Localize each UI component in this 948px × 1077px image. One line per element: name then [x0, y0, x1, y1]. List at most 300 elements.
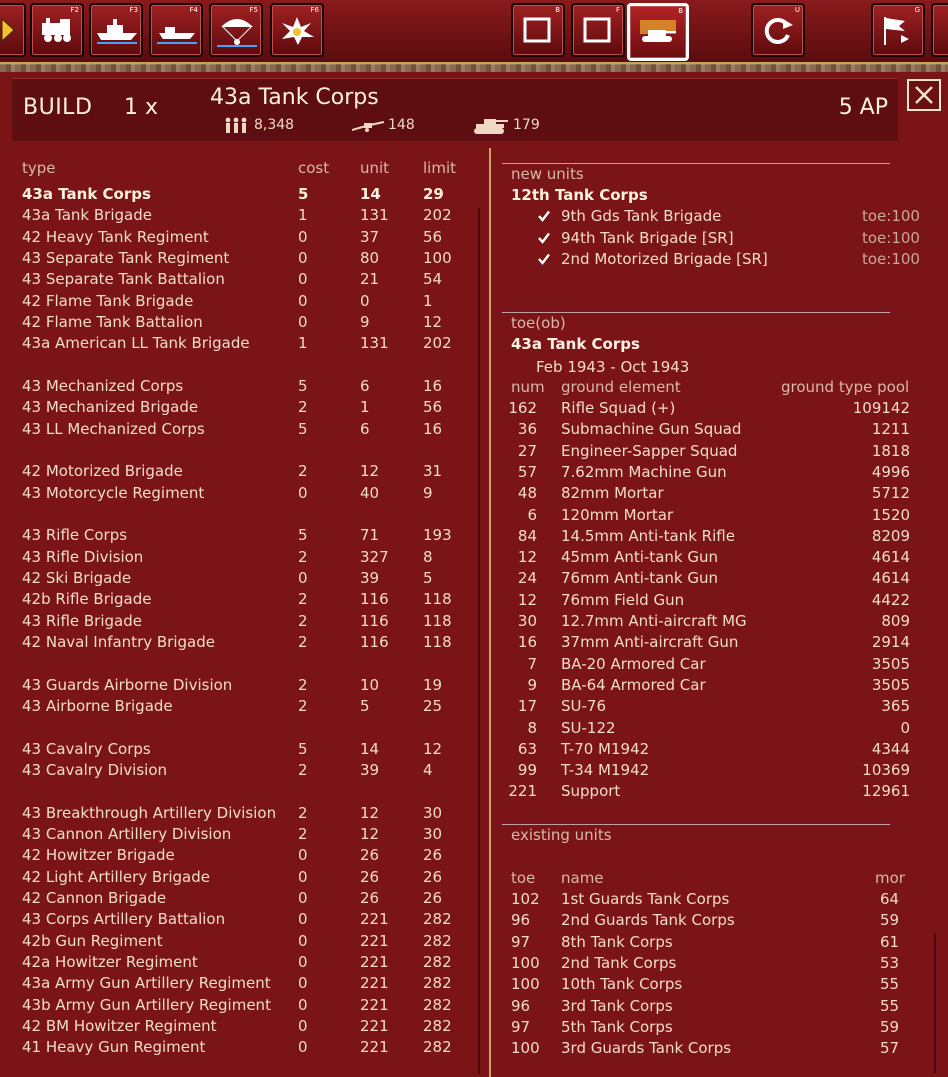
unit-type-row[interactable] [0, 996, 478, 1017]
unit-type-limit: 31 [423, 462, 443, 481]
unit-type-row[interactable] [0, 292, 478, 313]
toe-ground-element: 76mm Anti-tank Gun [561, 569, 718, 588]
unit-type-row[interactable] [0, 633, 478, 654]
unit-type-unit: 221 [360, 931, 389, 950]
unit-type-cost: 2 [298, 398, 308, 417]
unit-type-unit: 9 [360, 313, 370, 331]
unit-type-row[interactable] [0, 313, 478, 334]
unit-type-row[interactable] [0, 526, 478, 547]
unit-type-unit: 40 [360, 483, 380, 502]
unit-type-cost: 0 [298, 313, 308, 331]
toolbar-button-f3[interactable] [89, 3, 143, 57]
unit-type-name: 42b Gun Regiment [22, 931, 163, 950]
checkbox-checked-icon[interactable] [538, 253, 550, 265]
hotkey-label: F5 [249, 6, 258, 14]
toe-pool: 3505 [871, 654, 910, 673]
unit-type-cost: 2 [298, 824, 308, 843]
unit-type-name: 42 Heavy Tank Regiment [22, 227, 209, 246]
existing-unit-toe: 96 [511, 911, 531, 930]
unit-type-unit: 71 [360, 526, 380, 545]
ship-icon [97, 15, 137, 45]
toolbar-button-f5[interactable] [209, 3, 263, 57]
toe-num: 17 [517, 697, 537, 716]
unit-type-unit: 21 [360, 270, 380, 289]
hotkey-label: B [678, 7, 683, 15]
unit-type-unit: 14 [360, 185, 381, 203]
close-button[interactable] [907, 79, 941, 111]
unit-type-row[interactable] [0, 740, 478, 761]
toe-pool: 10369 [862, 761, 910, 780]
new-units-title: new units [511, 165, 584, 183]
col-header-name: name [561, 869, 604, 887]
unit-type-unit: 26 [360, 888, 380, 907]
toe-unit-name: 43a Tank Corps [511, 335, 640, 353]
train-icon [38, 15, 76, 45]
existing-unit-toe: 102 [511, 890, 540, 908]
checkbox-checked-icon[interactable] [538, 210, 550, 222]
existing-unit-morale: 59 [880, 911, 900, 930]
toe-num: 99 [517, 761, 537, 780]
unit-type-cost: 2 [298, 632, 308, 651]
box-icon [579, 15, 615, 45]
unit-type-row[interactable] [0, 398, 478, 419]
unit-type-cost: 2 [298, 803, 308, 822]
unit-type-cost: 0 [298, 291, 308, 310]
toe-row [492, 420, 948, 441]
unit-type-cost: 2 [298, 696, 308, 715]
unit-type-row[interactable] [0, 1038, 478, 1059]
toe-pool: 0 [900, 718, 910, 737]
unit-type-row[interactable] [0, 270, 478, 291]
toe-row [492, 633, 948, 654]
men-count: 8,348 [254, 117, 295, 133]
unit-type-limit: 282 [423, 910, 452, 929]
section-divider [502, 312, 890, 313]
unit-type-name: 43 Airborne Brigade [22, 696, 173, 715]
unit-type-cost: 0 [298, 867, 308, 886]
toolbar-button-b[interactable] [511, 3, 565, 57]
new-unit-name: 2nd Motorized Brigade [SR] [561, 250, 768, 268]
toe-num: 30 [517, 612, 537, 630]
existing-unit-row[interactable] [492, 1039, 932, 1060]
top-toolbar [0, 0, 948, 65]
unit-type-unit: 5 [360, 696, 370, 715]
hotkey-label: F6 [310, 6, 319, 14]
unit-type-unit: 116 [360, 632, 389, 651]
toe-ground-element: Support [561, 782, 621, 801]
section-divider [502, 163, 890, 164]
unit-type-limit: 16 [423, 419, 443, 438]
existing-unit-morale: 59 [880, 1017, 900, 1036]
refresh-icon [759, 15, 795, 47]
hotkey-label: U [794, 6, 800, 14]
unit-type-name: 43 Rifle Brigade [22, 611, 142, 630]
unit-type-name: 43 Corps Artillery Battalion [22, 910, 226, 929]
unit-type-row[interactable] [0, 548, 478, 569]
gun-icon [352, 120, 384, 132]
unit-type-unit: 116 [360, 590, 389, 609]
toe-pool: 12961 [862, 782, 910, 801]
unit-type-row[interactable] [0, 334, 478, 355]
unit-type-row[interactable] [0, 462, 478, 483]
toe-num: 16 [517, 633, 537, 652]
unit-type-row[interactable] [0, 974, 478, 995]
existing-unit-row[interactable] [492, 975, 932, 996]
unit-type-limit: 56 [423, 227, 443, 246]
existing-unit-name: 1st Guards Tank Corps [561, 890, 730, 908]
toe-num: 63 [517, 739, 537, 758]
unit-type-name: 42b Rifle Brigade [22, 590, 152, 609]
unit-type-row[interactable] [0, 569, 478, 590]
unit-type-name: 43a Tank Brigade [22, 206, 152, 225]
unit-type-limit: 282 [423, 1016, 452, 1035]
toe-num: 36 [517, 420, 537, 439]
unit-type-limit: 1 [423, 291, 433, 310]
unit-type-cost: 5 [298, 185, 309, 203]
toe-ground-element: T-34 M1942 [561, 761, 650, 780]
close-icon [914, 85, 934, 105]
toe-num: 6 [527, 505, 537, 524]
unit-type-cost: 0 [298, 483, 308, 502]
existing-unit-morale: 53 [880, 953, 900, 972]
toe-ground-element: 37mm Anti-aircraft Gun [561, 633, 739, 652]
toe-ground-element: 12.7mm Anti-aircraft MG [561, 612, 747, 630]
unit-type-cost: 0 [298, 846, 308, 865]
unit-type-row[interactable] [0, 484, 478, 505]
unit-type-name: 43 Mechanized Brigade [22, 398, 199, 417]
unit-type-cost: 1 [298, 206, 308, 225]
new-unit-name: 94th Tank Brigade [SR] [561, 228, 734, 247]
unit-type-name: 43 Separate Tank Battalion [22, 270, 225, 289]
build-unit-name: 43a Tank Corps [210, 85, 379, 110]
toe-num: 12 [517, 548, 537, 567]
toe-num: 8 [527, 718, 537, 737]
scrollbar[interactable] [934, 933, 936, 1073]
unit-type-name: 43 Guards Airborne Division [22, 675, 233, 694]
unit-type-row[interactable] [0, 697, 478, 718]
unit-type-name: 41 Heavy Gun Regiment [22, 1038, 206, 1057]
toe-num: 57 [517, 462, 537, 481]
unit-type-cost: 0 [298, 227, 308, 246]
existing-unit-row[interactable] [492, 997, 932, 1018]
toe-row [492, 740, 948, 761]
unit-type-cost: 0 [298, 568, 308, 587]
toe-pool: 4614 [871, 548, 910, 567]
unit-type-limit: 19 [423, 675, 443, 694]
toe-pool: 2914 [871, 633, 910, 652]
unit-type-name: 42 Howitzer Brigade [22, 846, 175, 865]
unit-type-limit: 56 [423, 398, 443, 417]
unit-type-row[interactable] [0, 590, 478, 611]
toe-pool: 4422 [871, 590, 910, 609]
unit-type-row[interactable] [0, 228, 478, 249]
existing-unit-morale: 64 [880, 890, 900, 908]
unit-type-cost: 2 [298, 462, 308, 481]
unit-type-limit: 202 [423, 334, 452, 353]
unit-type-row[interactable] [0, 612, 478, 633]
toe-ground-element: 7.62mm Machine Gun [561, 462, 727, 481]
toolbar-button-f[interactable] [571, 3, 625, 57]
hotkey-label: F2 [70, 6, 79, 14]
unit-type-row[interactable] [0, 185, 478, 206]
unit-type-cost: 0 [298, 952, 308, 971]
unit-type-unit: 39 [360, 568, 380, 587]
unit-type-row[interactable] [0, 868, 478, 889]
existing-unit-toe: 100 [511, 1039, 540, 1058]
toe-num: 84 [517, 526, 537, 545]
unit-type-name: 42 Light Artillery Brigade [22, 867, 210, 886]
unit-type-limit: 193 [423, 526, 452, 545]
checkbox-checked-icon[interactable] [538, 232, 550, 244]
tank-count: 179 [513, 117, 540, 133]
toe-row [492, 548, 948, 569]
unit-type-cost: 2 [298, 675, 308, 694]
col-header-mor: mor [875, 869, 905, 887]
new-unit-toe: toe:100 [862, 250, 920, 268]
toe-row [492, 506, 948, 527]
toe-num: 48 [517, 484, 537, 503]
existing-unit-morale: 55 [880, 996, 900, 1015]
existing-unit-name: 10th Tank Corps [561, 975, 683, 994]
hotkey-label: B [555, 6, 560, 14]
section-divider [502, 824, 890, 825]
toe-pool: 365 [881, 697, 910, 716]
hotkey-label: G [914, 6, 920, 14]
unit-type-row[interactable] [0, 889, 478, 910]
toolbar-button-f6[interactable] [270, 3, 324, 57]
existing-unit-name: 2nd Tank Corps [561, 953, 677, 972]
unit-type-name: 43 Cavalry Corps [22, 739, 151, 758]
unit-type-name: 43b Army Gun Artillery Regiment [22, 995, 271, 1014]
toe-num: 162 [508, 399, 537, 417]
toe-num: 24 [517, 569, 537, 588]
new-unit-row [492, 229, 932, 250]
toe-row [492, 697, 948, 718]
existing-unit-morale: 55 [880, 975, 900, 994]
unit-type-row[interactable] [0, 206, 478, 227]
existing-unit-row[interactable] [492, 890, 932, 911]
toolbar-button-edge[interactable] [931, 3, 948, 57]
build-label: BUILD [23, 95, 93, 120]
unit-type-limit: 9 [423, 483, 433, 502]
toe-num: 7 [527, 654, 537, 673]
existing-unit-row[interactable] [492, 954, 932, 975]
unit-type-row[interactable] [0, 825, 478, 846]
toe-num: 12 [517, 590, 537, 609]
toolbar-button-g[interactable] [871, 3, 925, 57]
hotkey-label: F4 [189, 6, 198, 14]
toe-row [492, 527, 948, 548]
toolbar-button-u[interactable] [751, 3, 805, 57]
toe-pool: 809 [881, 612, 910, 630]
unit-type-limit: 26 [423, 867, 443, 886]
new-unit-name: 9th Gds Tank Brigade [561, 207, 722, 225]
unit-type-unit: 26 [360, 846, 380, 865]
unit-type-row[interactable] [0, 676, 478, 697]
toolbar-button-f1[interactable] [0, 3, 26, 57]
toolbar-button-build[interactable] [627, 3, 689, 61]
unit-type-unit: 12 [360, 803, 380, 822]
unit-type-name: 42 Flame Tank Brigade [22, 291, 194, 310]
existing-unit-row[interactable] [492, 933, 932, 954]
new-unit-row [492, 207, 932, 228]
unit-type-row[interactable] [0, 910, 478, 931]
unit-type-unit: 6 [360, 377, 370, 395]
unit-type-name: 42 Flame Tank Battalion [22, 313, 203, 331]
unit-type-limit: 282 [423, 1038, 452, 1057]
build-tank-icon [636, 16, 680, 48]
existing-unit-name: 8th Tank Corps [561, 932, 673, 951]
toe-ground-element: SU-76 [561, 697, 606, 716]
unit-type-name: 43 Cavalry Division [22, 760, 167, 779]
toe-pool: 4344 [871, 739, 910, 758]
toe-ground-element: Rifle Squad (+) [561, 399, 676, 417]
unit-type-row[interactable] [0, 804, 478, 825]
existing-unit-row[interactable] [492, 911, 932, 932]
unit-type-cost: 0 [298, 888, 308, 907]
tank-icon [474, 118, 510, 134]
unit-type-unit: 80 [360, 249, 380, 267]
toe-row [492, 569, 948, 590]
unit-type-unit: 37 [360, 227, 380, 246]
unit-type-limit: 29 [423, 185, 444, 203]
toe-pool: 8209 [871, 526, 910, 545]
unit-type-unit: 26 [360, 867, 380, 886]
unit-type-cost: 0 [298, 931, 308, 950]
toe-dates: Feb 1943 - Oct 1943 [536, 358, 690, 376]
col-header-limit: limit [423, 159, 456, 177]
unit-type-limit: 12 [423, 739, 443, 758]
toe-row [492, 442, 948, 463]
unit-type-unit: 14 [360, 739, 380, 758]
unit-type-limit: 118 [423, 611, 452, 630]
unit-type-row[interactable] [0, 953, 478, 974]
existing-unit-toe: 100 [511, 953, 540, 972]
unit-type-limit: 30 [423, 803, 443, 822]
unit-type-limit: 5 [423, 568, 433, 587]
hotkey-label: F3 [129, 6, 138, 14]
unit-type-name: 43 Motorcycle Regiment [22, 483, 205, 502]
unit-type-limit: 54 [423, 270, 443, 289]
pane-divider [489, 148, 491, 1077]
details-pane [492, 148, 948, 1077]
unit-type-unit: 221 [360, 952, 389, 971]
unit-type-limit: 282 [423, 974, 452, 993]
toe-num: 221 [508, 782, 537, 801]
unit-type-name: 42 Ski Brigade [22, 568, 132, 587]
unit-type-cost: 0 [298, 249, 308, 267]
unit-type-name: 42 Motorized Brigade [22, 462, 183, 481]
existing-unit-name: 2nd Guards Tank Corps [561, 911, 735, 930]
unit-type-name: 43 Rifle Division [22, 547, 144, 566]
build-header [12, 78, 898, 141]
unit-type-cost: 2 [298, 760, 308, 779]
unit-type-name: 43 Breakthrough Artillery Division [22, 803, 277, 822]
existing-unit-morale: 61 [880, 932, 900, 951]
toe-ground-element: BA-20 Armored Car [561, 654, 706, 673]
toe-ground-element: BA-64 Armored Car [561, 675, 706, 694]
unit-type-cost: 5 [298, 377, 308, 395]
unit-type-unit: 12 [360, 462, 380, 481]
landing-craft-icon [157, 15, 197, 45]
toe-row [492, 399, 948, 420]
new-unit-toe: toe:100 [862, 207, 920, 225]
toe-ground-element: T-70 M1942 [561, 739, 650, 758]
unit-type-limit: 118 [423, 632, 452, 651]
unit-type-cost: 0 [298, 1016, 308, 1035]
box-icon [519, 15, 555, 45]
unit-type-unit: 116 [360, 611, 389, 630]
toe-num: 27 [517, 441, 537, 460]
toe-row [492, 719, 948, 740]
toolbar-button-f4[interactable] [149, 3, 203, 57]
unit-type-cost: 1 [298, 334, 308, 353]
toe-row [492, 761, 948, 782]
flag-icon [879, 15, 915, 47]
unit-type-name: 42 BM Howitzer Regiment [22, 1016, 217, 1035]
col-header-ground-type-pool: ground type pool [781, 378, 910, 396]
col-header-ground-element: ground element [561, 378, 681, 396]
existing-unit-row[interactable] [492, 1018, 932, 1039]
toe-ground-element: 82mm Mortar [561, 484, 664, 503]
build-count: 1 x [124, 95, 159, 120]
col-header-unit: unit [360, 159, 390, 177]
unit-type-limit: 26 [423, 846, 443, 865]
unit-type-cost: 2 [298, 611, 308, 630]
toe-pool: 109142 [852, 399, 910, 417]
unit-type-unit: 327 [360, 547, 389, 566]
unit-type-unit: 131 [360, 334, 389, 353]
existing-unit-name: 3rd Guards Tank Corps [561, 1039, 732, 1058]
unit-type-row[interactable] [0, 420, 478, 441]
unit-type-limit: 26 [423, 888, 443, 907]
scrollbar[interactable] [478, 208, 480, 1074]
map-strip [0, 64, 948, 72]
toe-ground-element: Engineer-Sapper Squad [561, 441, 738, 460]
men-icon [224, 117, 248, 133]
unit-type-row[interactable] [0, 1017, 478, 1038]
col-header-type: type [22, 159, 56, 177]
toe-pool: 1520 [871, 505, 910, 524]
toe-pool: 1818 [871, 441, 910, 460]
toe-row [492, 782, 948, 803]
unit-type-list [0, 148, 488, 1077]
unit-type-limit: 16 [423, 377, 443, 395]
unit-type-limit: 202 [423, 206, 452, 225]
unit-type-cost: 0 [298, 270, 308, 289]
toolbar-button-f2[interactable] [30, 3, 84, 57]
action-points: 5 AP [838, 95, 888, 120]
unit-type-unit: 6 [360, 419, 370, 438]
toe-row [492, 655, 948, 676]
unit-type-row[interactable] [0, 846, 478, 867]
unit-type-name: 43 LL Mechanized Corps [22, 419, 205, 438]
unit-type-name: 43 Cannon Artillery Division [22, 824, 232, 843]
toe-row [492, 463, 948, 484]
unit-type-row[interactable] [0, 377, 478, 398]
unit-type-row[interactable] [0, 249, 478, 270]
unit-type-unit: 131 [360, 206, 389, 225]
toe-pool: 4614 [871, 569, 910, 588]
toe-row [492, 676, 948, 697]
toe-ground-element: 120mm Mortar [561, 505, 674, 524]
unit-type-limit: 8 [423, 547, 433, 566]
col-header-cost: cost [298, 159, 330, 177]
unit-type-name: 43a Tank Corps [22, 185, 151, 203]
unit-type-row[interactable] [0, 932, 478, 953]
unit-type-row[interactable] [0, 761, 478, 782]
explosion-icon [278, 15, 316, 47]
